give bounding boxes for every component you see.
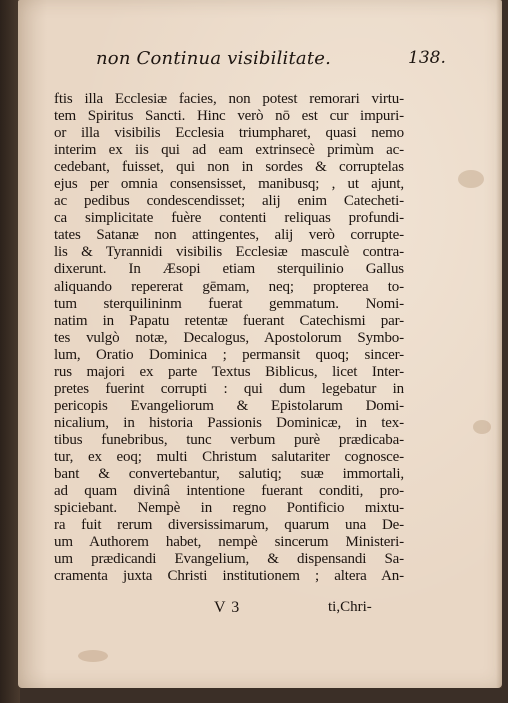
text-line: pretes fuerint corrupti : qui dum legebatur in (54, 380, 404, 397)
text-line: ca simplicitate fuère contenti reliquas profundi- (54, 210, 404, 227)
text-line: nicalium, in historia Passionis Dominicæ, in tex- (54, 414, 404, 431)
text-line: tibus funebribus, tunc verbum purè prædicaba- (54, 431, 404, 448)
foxing-spot (78, 650, 108, 662)
text-line: dixerunt. In Æsopi etiam sterquilinio Gallus (54, 261, 404, 278)
text-line: bant & convertebantur, salutiq; suæ immortali, (54, 466, 404, 483)
text-line: natim in Papatu retentæ fuerant Catechismi par- (54, 312, 404, 329)
text-line: pericopis Evangeliorum & Epistolarum Domi- (54, 397, 404, 414)
book-page (18, 0, 502, 688)
text-line: ac pedibus condescendisset; alij enim Catecheti- (54, 193, 404, 210)
text-line: cedebant, fuisset, qui non in sordes & corruptelas (54, 159, 404, 176)
text-line: lis & Tyrannidi visibilis Ecclesiæ masculè contra- (54, 244, 404, 261)
text-line: um prædicandi Evangelium, & dispensandi Sa- (54, 551, 404, 568)
text-line: ad quam divinâ intentione fuerant conditi, pro- (54, 483, 404, 500)
text-line: tur, ex eoq; multi Christum salutariter cognosce- (54, 448, 404, 465)
text-line: cramenta juxta Christi institutionem ; altera An- (54, 568, 404, 585)
body-text (54, 91, 404, 585)
foxing-spot (473, 420, 491, 434)
text-line: ejus per omnia consensisset, manibusq; , ut ajunt, (54, 176, 404, 193)
catchword: ti,Chri- (328, 599, 372, 615)
text-line: um Authorem habet, nempè sincerum Ministeri- (54, 534, 404, 551)
text-line: aliquando repererat gēmam, neq; propterea to- (54, 278, 404, 295)
text-line: interim ex iis qui ad eam extrinsecè primùm ac- (54, 142, 404, 159)
text-line: tum sterquilininm fuerat gemmatum. Nomi- (54, 295, 404, 312)
text-line: spiciebant. Nempè in regno Pontificio mixtu- (54, 500, 404, 517)
page-edge (496, 0, 502, 688)
signature-mark: V 3 (214, 599, 241, 616)
foxing-spot (458, 170, 484, 188)
text-line: tem Spiritus Sancti. Hinc verò nō est cur impuri- (54, 108, 404, 125)
running-head: non Continua visibilitate. (96, 48, 332, 69)
text-line: lum, Oratio Dominica ; permansit quoq; sincer- (54, 346, 404, 363)
text-line: ftis illa Ecclesiæ facies, non potest remorari virtu- (54, 91, 404, 107)
text-line: or illa visibilis Ecclesia triumpharet, quasi nemo (54, 125, 404, 142)
text-line: tates Satanæ non attingentes, alij verò corrupte- (54, 227, 404, 244)
text-line: tes vulgò notæ, Decalogus, Apostolorum Symbo- (54, 329, 404, 346)
text-line: rus majori ex parte Textus Biblicus, licet Inter- (54, 363, 404, 380)
page-number: 138. (408, 48, 446, 68)
book-gutter-shadow (0, 0, 20, 703)
text-line: ra fuit rerum diversissimarum, quarum una De- (54, 517, 404, 534)
